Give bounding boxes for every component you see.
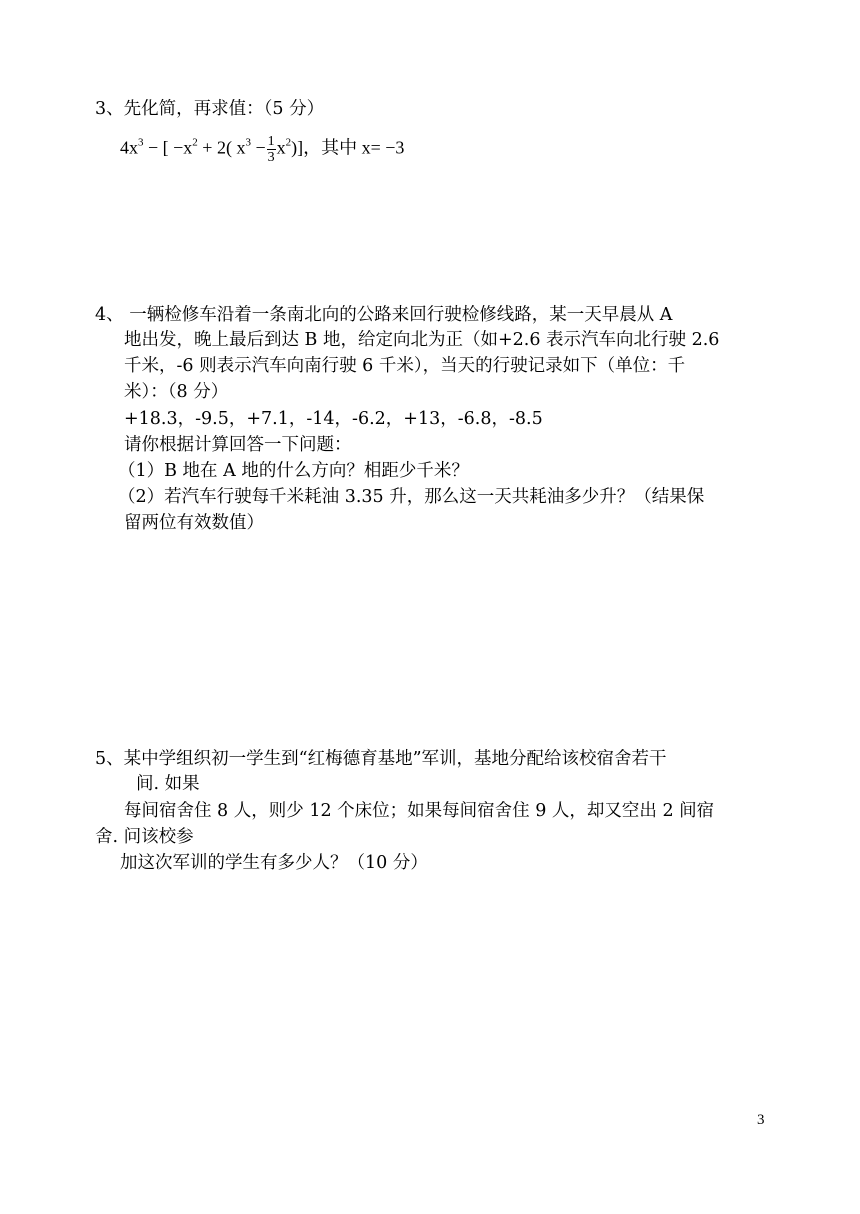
q5-line: 每间宿舍住 8 人，则少 12 个床位；如果每间宿舍住 9 人，却又空出 2 间宿 [124, 801, 715, 821]
q4-line: （1）B 地在 A 地的什么方向？相距少千米？ [118, 461, 469, 481]
q4-line: （2）若汽车行驶每千米耗油 3.35 升，那么这一天共耗油多少升？（结果保 [118, 487, 705, 507]
q4-line: 千米，-6 则表示汽车向南行驶 6 千米），当天的行驶记录如下（单位：千 [124, 356, 686, 376]
q5-line: 加这次军训的学生有多少人？（10 分） [120, 853, 428, 873]
q3-expr-part-f: )]，其中 x= −3 [291, 137, 405, 158]
q4-line: 留两位有效数值） [124, 513, 264, 533]
q3-title: 3、先化简，再求值：（5 分） [95, 99, 325, 119]
q3-expr-fraction [267, 134, 276, 165]
page-number: 3 [757, 1112, 765, 1128]
q5-line: 5、某中学组织初一学生到“红梅德育基地”军训，基地分配给该校宿舍若干 [95, 749, 667, 769]
q3-expression [120, 134, 404, 165]
q3-expr-part-a: 4x [120, 137, 138, 158]
q3-expr-part-d: − [255, 137, 266, 158]
q3-frac-denominator: 3 [267, 150, 275, 165]
q3-expr-part-e: x [276, 137, 286, 158]
q3-expr-exp-e: 2 [285, 136, 292, 149]
q5-line: 间. 如果 [136, 774, 200, 794]
q3-expr-part-c: + 2( x [202, 137, 246, 158]
q4-line: +18.3，-9.5，+7.1，-14，-6.2，+13，-6.8，-8.5 [124, 409, 543, 429]
q3-expr-exp-c: 3 [245, 136, 251, 149]
q5-line: 舍. 问该校参 [95, 827, 194, 847]
q3-expr-exp-a: 3 [138, 136, 144, 149]
q3-expr-part-b: − [ −x [148, 137, 193, 158]
q4-line: 米）：（8 分） [124, 382, 229, 402]
q3-expr-exp-b: 2 [192, 136, 198, 149]
q4-line: 请你根据计算回答一下问题： [124, 435, 352, 455]
q4-line: 地出发，晚上最后到达 B 地，给定向北为正（如+2.6 表示汽车向北行驶 2.6 [124, 330, 720, 350]
q4-line: 4、 一辆检修车沿着一条南北向的公路来回行驶检修线路，某一天早晨从 A [95, 305, 673, 325]
q3-frac-numerator: 1 [267, 134, 275, 149]
